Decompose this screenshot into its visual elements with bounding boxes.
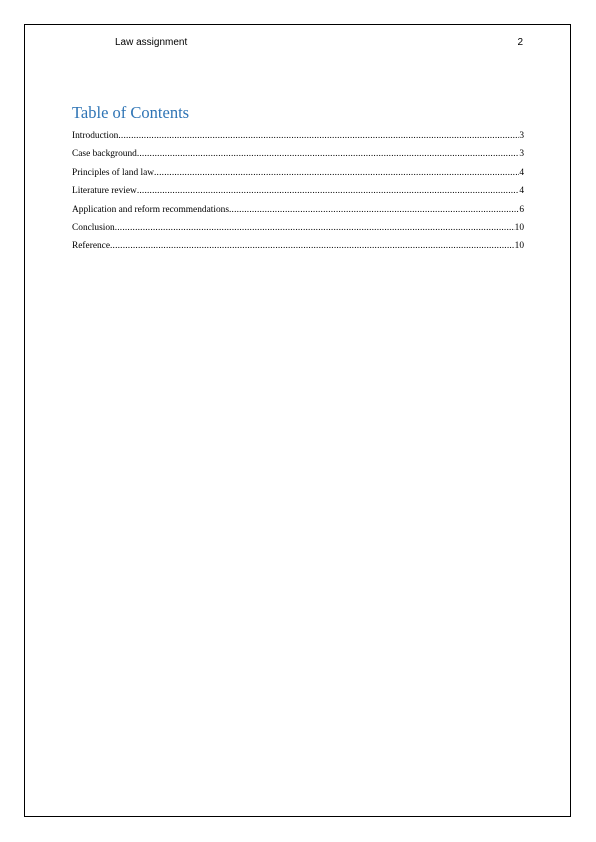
toc-entry-page: 10 [514,222,524,233]
toc-entry-leader [115,223,515,233]
toc-entry-leader [110,241,515,251]
toc-entry-label: Case background [72,149,137,160]
toc-entry-label: Reference [72,241,110,252]
header-page-number: 2 [517,37,523,48]
toc-entry-label: Principles of land law [72,167,155,178]
toc-entry-introduction[interactable] [72,131,524,149]
toc-entry-reference[interactable] [72,241,524,259]
toc-entry-leader [154,168,519,178]
toc-entry-leader [137,186,520,196]
toc-entry-label: Application and reform recommendations [72,204,229,215]
toc-entry-leader [137,149,519,159]
toc-list [72,131,524,260]
toc-entry-page: 3 [519,149,524,160]
toc-entry-conclusion[interactable] [72,223,524,241]
toc-entry-label: Conclusion [72,222,115,233]
toc-entry-page: 10 [514,241,524,252]
toc-entry-page: 4 [519,186,524,197]
toc-entry-page: 3 [519,131,524,141]
toc-entry-label: Literature review [72,186,137,197]
toc-entry-page: 4 [519,167,524,178]
toc-entry-page: 6 [519,204,524,215]
header-title: Law assignment [115,37,188,48]
toc-entry-label: Introduction [72,131,119,141]
toc-heading: Table of Contents [72,103,190,122]
toc-entry-principles-of-land-law[interactable] [72,168,524,186]
toc-entry-leader [118,131,519,141]
toc-entry-application-and-reform[interactable] [72,205,524,223]
toc-entry-case-background[interactable] [72,149,524,167]
toc-entry-leader [229,205,519,215]
toc-entry-literature-review[interactable] [72,186,524,204]
